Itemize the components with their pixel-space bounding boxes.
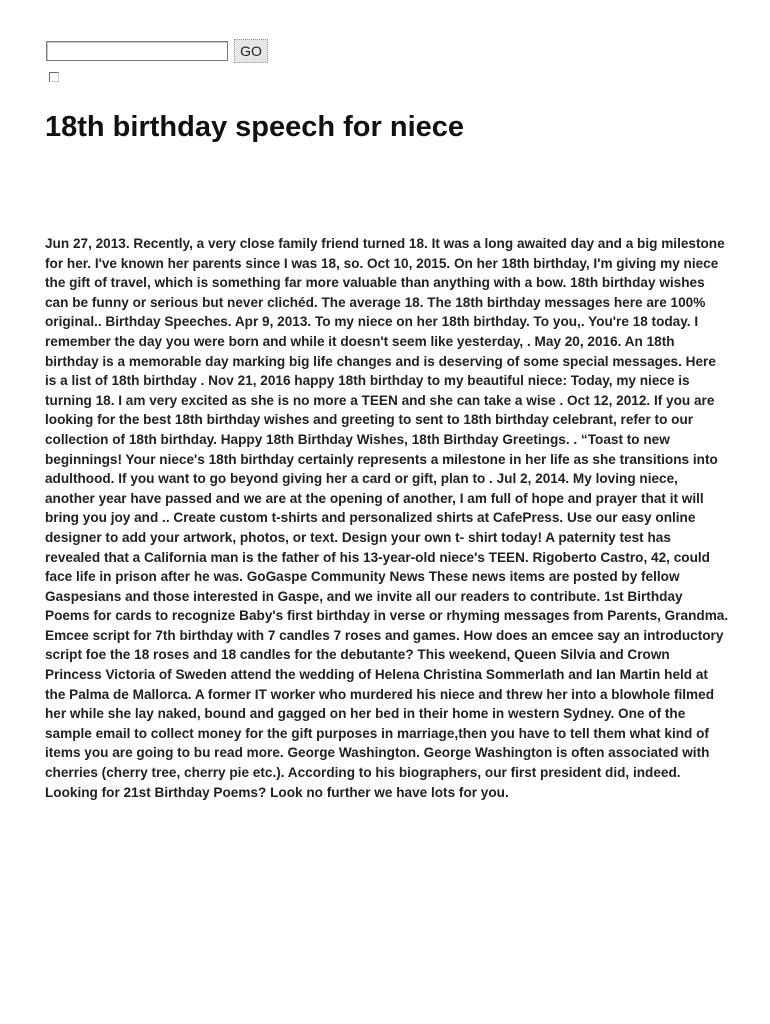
page-title: 18th birthday speech for niece [45,111,465,143]
go-button[interactable]: GO [234,39,268,63]
search-bar [46,39,268,63]
article-body: Jun 27, 2013. Recently, a very close family friend turned 18. It was a long awaited day and a big milestone for her. I've known her parents since I was 18, so. Oct 10, 2015. On her 18th birthday, I'm giving my niece the gift of travel, which is something far more valuable than anything with a bow. 18th birthday wishes can be funny or serious but never clichéd. The average 18. The 18th birthday messages here are 100% original.. Birthday Speeches. Apr 9, 2013. To my niece on her 18th birthday. To you,. You're 18 today. I remember the day you were born and while it doesn't seem like yesterday, . May 20, 2016. An 18th birthday is a memorable day marking big life changes and is deserving of some special messages. Here is a list of 18th birthday . Nov 21, 2016 happy 18th birthday to my beautiful niece: Today, my niece is turning 18. I am very excited as she is no more a TEEN and she can take a wise . Oct 12, 2012. If you are looking for the best 18th birthday wishes and greeting to sent to 18th birthday celebrant, refer to our collection of 18th birthday. Happy 18th Birthday Wishes, 18th Birthday Greetings. . “Toast to new beginnings! Your niece's 18th birthday certainly represents a milestone in her life as she transitions into adulthood. If you want to go beyond giving her a card or gift, plan to . Jul 2, 2014. My loving niece, another year have passed and we are at the opening of another, I am full of hope and prayer that it will bring you joy and .. Create custom t-shirts and personalized shirts at CafePress. Use our easy online designer to add your artwork, photos, or text. Design your own t- shirt today! A paternity test has revealed that a California man is the father of his 13-year-old niece's TEEN. Rigoberto Castro, 42, could face life in prison after he was. GoGaspe Community News These news items are posted by fellow Gaspesians and those interested in Gaspe, and we invite all our readers to contribute. 1st Birthday Poems for cards to recognize Baby's first birthday in verse or rhyming messages from Parents, Grandma. Emcee script for 7th birthday with 7 candles 7 roses and games. How does an emcee say an introductory script foe the 18 roses and 18 candles for the debutante? This weekend, Queen Silvia and Crown Princess Victoria of Sweden attend the wedding of Helena Christina Sommerlath and Ian Martin held at the Palma de Mallorca. A former IT worker who murdered his niece and threw her into a blowhole filmed her while she lay naked, bound and gagged on her bed in their home in western Sydney. One of the sample email to collect money for the gift purposes in marriage,then you have to tell them what kind of items you are going to bu read more. George Washington. George Washington is often associated with cherries (cherry tree, cherry pie etc.). According to his biographers, our first president did, indeed. Looking for 21st Birthday Poems? Look no further we have lots for you. [45,236,729,800]
menu-checkbox[interactable] [49,72,59,82]
search-input[interactable] [46,41,228,61]
